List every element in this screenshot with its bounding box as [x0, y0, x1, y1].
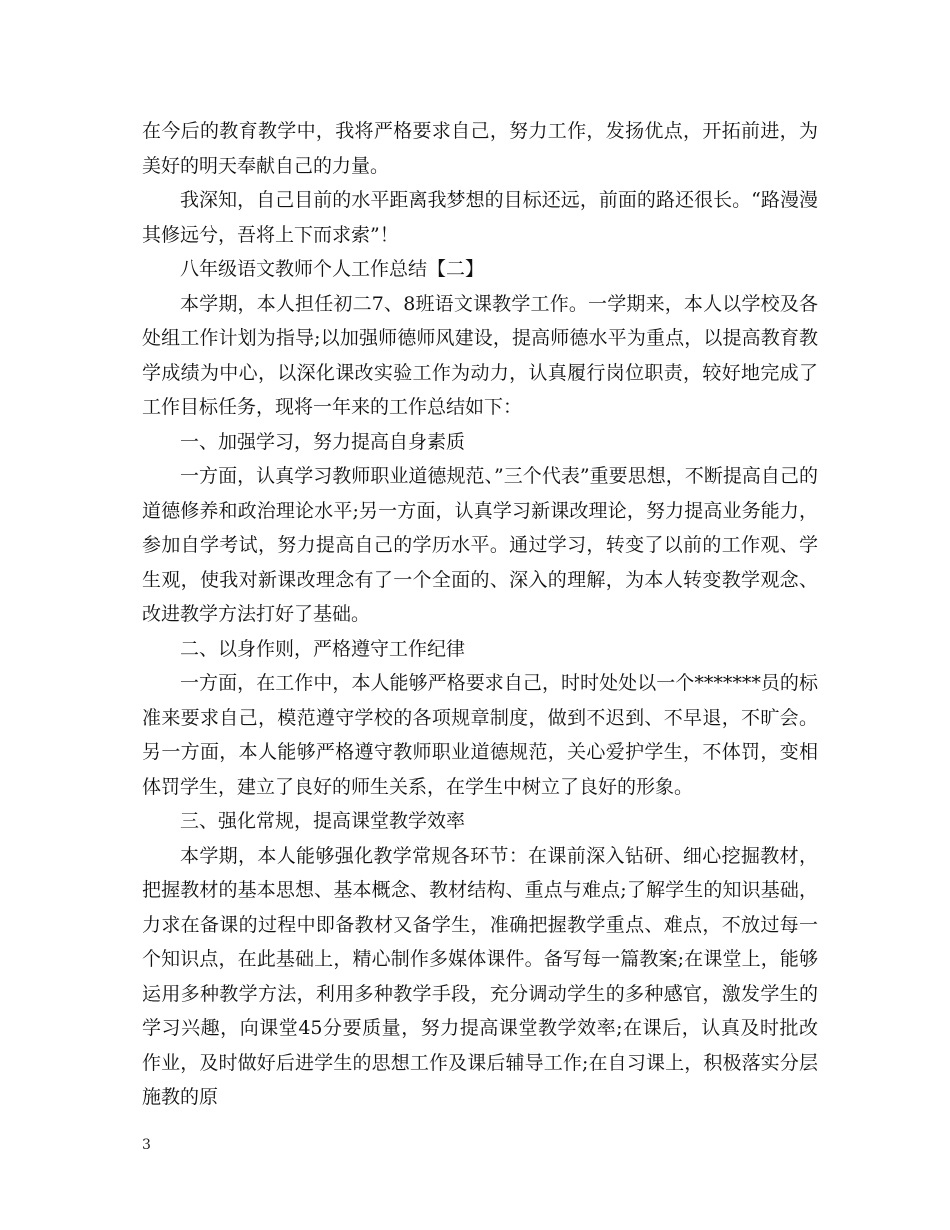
paragraph-discipline: 一方面，在工作中，本人能够严格要求自己，时时处处以一个*******员的标准来要求自己，模范遵守学校的各项规章制度，做到不迟到、不早退，不旷会。另一方面，本人能够严格遵守教师职业道德规范，关心爱护学生，不体罚，变相体罚学生，建立了良好的师生关系，在学生中树立了良好的形象。	[142, 672, 818, 798]
paragraph-continuation: 在今后的教育教学中，我将严格要求自己，努力工作，发扬优点，开拓前进，为美好的明天奉献自己的力量。	[142, 120, 818, 177]
heading-teaching: 三、强化常规，提高课堂教学效率	[180, 810, 466, 832]
document-body	[142, 114, 818, 1115]
heading-discipline: 二、以身作则，严格遵守工作纪律	[180, 637, 466, 660]
section-title: 八年级语文教师个人工作总结【二】	[180, 258, 485, 280]
paragraph-study: 一方面，认真学习教师职业道德规范、”三个代表”重要思想，不断提高自己的道德修养和政治理论水平;另一方面，认真学习新课改理论，努力提高业务能力，参加自学考试，努力提高自己的学历水平。通过学习，转变了以前的工作观、学生观，使我对新课改理念有了一个全面的、深入的理解，为本人转变教学观念、改进教学方法打好了基础。	[142, 465, 818, 625]
paragraph-teaching: 本学期，本人能够强化教学常规各环节：在课前深入钻研、细心挖掘教材，把握教材的基本思想、基本概念、教材结构、重点与难点;了解学生的知识基础，力求在备课的过程中即备教材又备学生，准确把握教学重点、难点，不放过每一个知识点，在此基础上，精心制作多媒体课件。备写每一篇教案;在课堂上，能够运用多种教学方法，利用多种教学手段，充分调动学生的多种感官，激发学生的学习兴趣，向课堂45分要质量，努力提高课堂教学效率;在课后，认真及时批改作业，及时做好后进学生的思想工作及课后辅导工作;在自习课上，积极落实分层施教的原	[142, 844, 818, 1108]
paragraph-closing-quote: 我深知，自己目前的水平距离我梦想的目标还远，前面的路还很长。“路漫漫其修远兮，吾将上下而求索”！	[142, 189, 818, 246]
page-number: 3	[142, 1137, 151, 1153]
paragraph-intro: 本学期，本人担任初二7、8班语文课教学工作。一学期来，本人以学校及各处组工作计划为指导;以加强师德师风建设，提高师德水平为重点，以提高教育教学成绩为中心，以深化课改实验工作为动力，认真履行岗位职责，较好地完成了工作目标任务，现将一年来的工作总结如下：	[142, 292, 818, 418]
heading-study: 一、加强学习，努力提高自身素质	[180, 430, 466, 453]
